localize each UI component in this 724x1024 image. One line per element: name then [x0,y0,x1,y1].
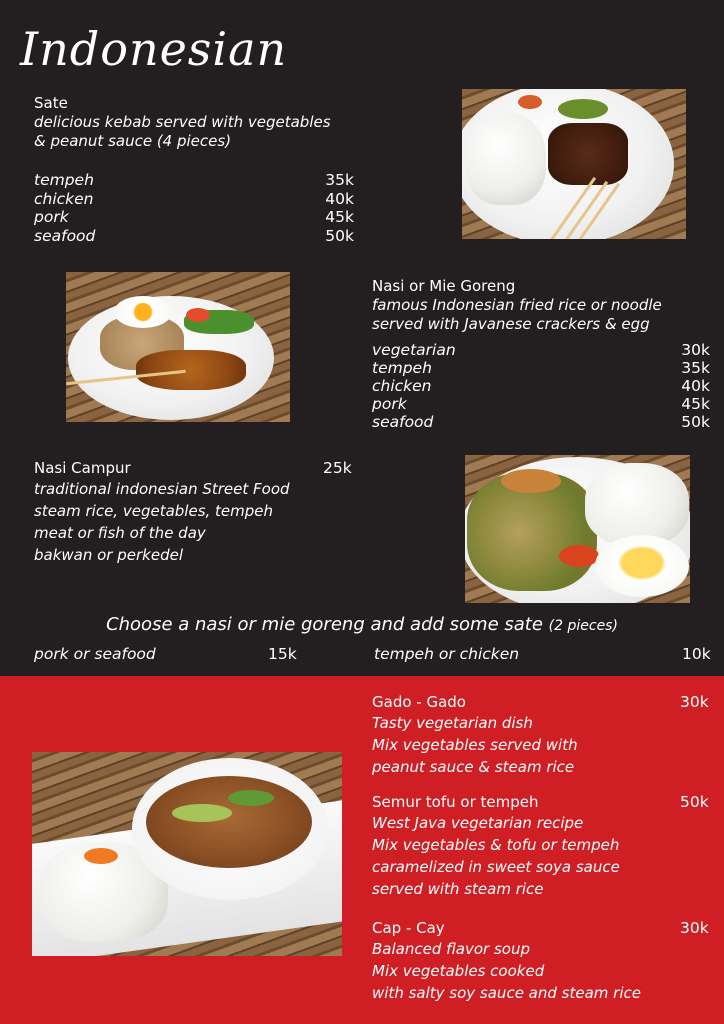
campur-price: 25k [323,459,352,477]
campur-block [34,458,354,566]
goreng-name: Nasi or Mie Goreng [372,277,516,295]
addon-text: Choose a nasi or mie goreng and add some sate [106,614,543,635]
campur-desc-3: meat or fish of the day [34,524,206,542]
addon-left-label: pork or seafood [34,645,156,663]
sate-name: Sate [34,94,68,112]
sate-desc-2: & peanut sauce (4 pieces) [34,132,232,150]
sate-option: pork 45k [34,208,354,226]
goreng-option: seafood 50k [372,413,710,431]
campur-desc-1: traditional indonesian Street Food [34,480,290,498]
semur-desc-1: West Java vegetarian recipe [372,814,584,832]
capcay-name: Cap - Cay [372,919,445,937]
sate-desc-1: delicious kebab served with vegetables [34,113,331,131]
addon-right-label: tempeh or chicken [374,645,520,663]
sate-option: chicken 40k [34,189,354,208]
goreng-option: tempeh 35k [372,359,710,377]
capcay-desc-3: with salty soy sauce and steam rice [372,984,641,1002]
gado-desc-2: Mix vegetables served with [372,736,578,754]
goreng-option: chicken 40k [372,377,710,395]
gado-desc-1: Tasty vegetarian dish [372,714,533,732]
gado-price: 30k [680,693,709,711]
semur-desc-2: Mix vegetables & tofu or tempeh [372,836,620,854]
campur-photo [465,455,690,603]
gado-name: Gado - Gado [372,693,466,711]
capcay-price: 30k [680,919,709,937]
capcay-desc-1: Balanced flavor soup [372,940,531,958]
goreng-desc-2: served with Javanese crackers & egg [372,315,650,333]
semur-desc-3: caramelized in sweet soya sauce [372,858,620,876]
addon-heading [0,614,724,635]
goreng-photo [66,272,290,422]
gado-block [372,692,692,778]
capcay-desc-2: Mix vegetables cooked [372,962,545,980]
goreng-desc-1: famous Indonesian fried rice or noodle [372,296,662,314]
addon-left-price: 15k [268,645,297,663]
campur-desc-4: bakwan or perkedel [34,546,183,564]
sate-photo [462,89,686,239]
sate-option: tempeh 35k [34,171,354,189]
semur-desc-4: served with steam rice [372,880,544,898]
semur-price: 50k [680,793,709,811]
campur-name: Nasi Campur [34,459,131,477]
addon-small: (2 pieces) [548,618,618,634]
sate-block [34,94,354,245]
goreng-option: vegetarian 30k [372,341,710,359]
capcay-block [372,918,692,1004]
soup-photo [32,752,342,956]
campur-desc-2: steam rice, vegetables, tempeh [34,502,274,520]
addon-right-price: 10k [682,645,711,663]
semur-block [372,792,692,900]
gado-desc-3: peanut sauce & steam rice [372,758,575,776]
semur-name: Semur tofu or tempeh [372,793,539,811]
goreng-block [372,277,710,431]
goreng-option: pork 45k [372,395,710,413]
sate-option: seafood 50k [34,226,354,245]
page-title: Indonesian [20,22,288,76]
